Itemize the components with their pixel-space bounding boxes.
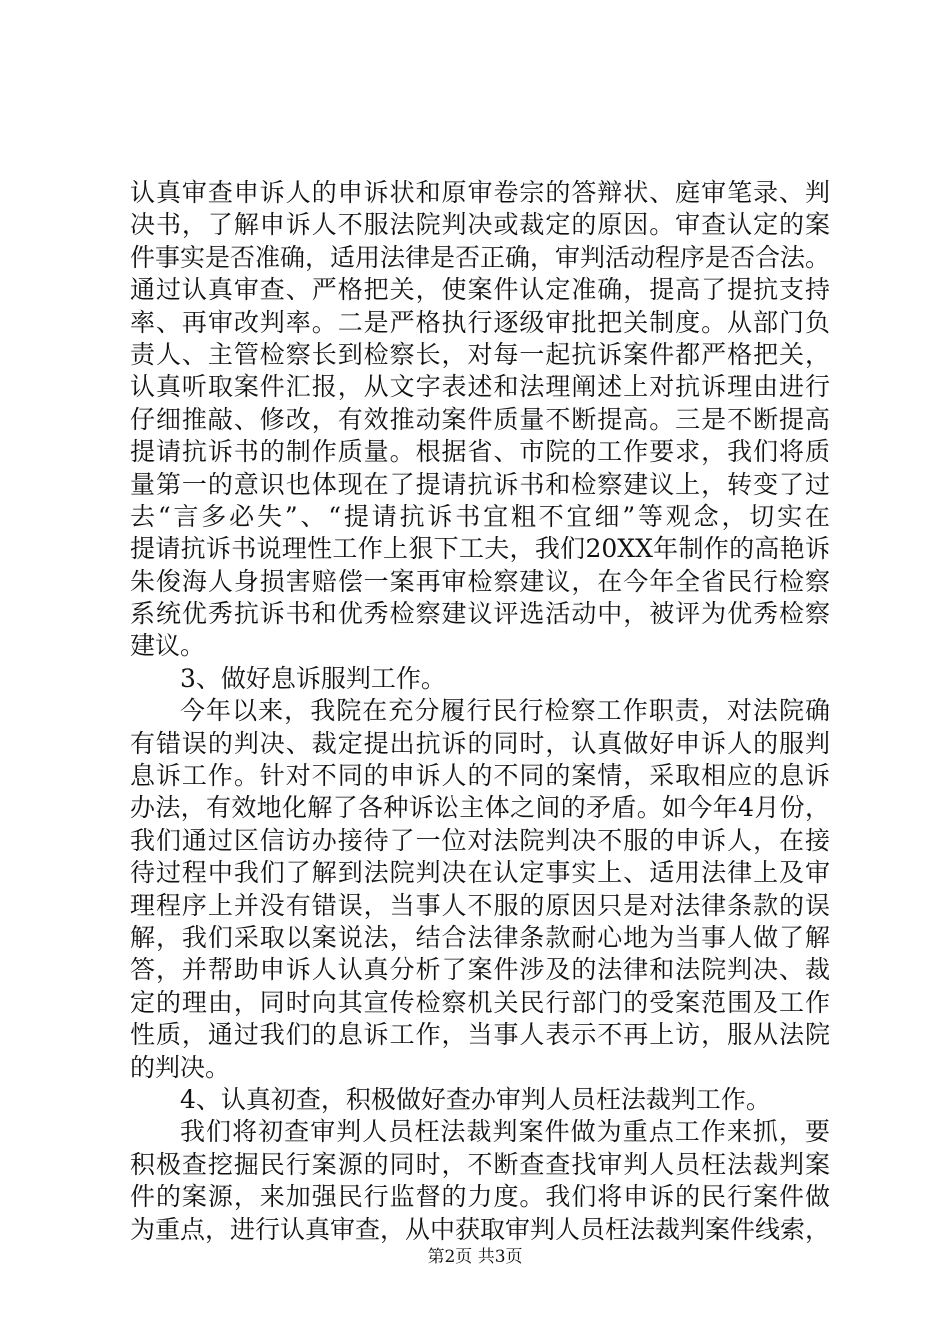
text-line: 决书，了解申诉人不服法院判决或裁定的原因。审查认定的案 <box>130 210 830 240</box>
text-line: 件事实是否准确，适用法律是否正确，审判活动程序是否合法。 <box>130 242 831 272</box>
text-line: 认真审查申诉人的申诉状和原审卷宗的答辩状、庭审笔录、判 <box>130 178 830 207</box>
text-line: 责人、主管检察长到检察长，对每一起抗诉案件都严格把关， <box>130 339 830 369</box>
page-footer: 第2页 共3页 <box>427 1247 523 1267</box>
text-line: 朱俊海人身损害赔偿一案再审检察建议，在今年全省民行检察 <box>130 566 830 596</box>
text-line: 认真听取案件汇报，从文字表述和法理阐述上对抗诉理由进行 <box>130 372 830 402</box>
text-line: 建议。 <box>130 631 206 661</box>
document-body <box>130 177 830 1246</box>
text-line: 性质，通过我们的息诉工作，当事人表示不再上访，服从法院 <box>130 1020 830 1050</box>
text-line: 去“言多必失”、“提请抗诉书宜粗不宜细”等观念，切实在 <box>130 501 830 531</box>
text-line: 息诉工作。针对不同的申诉人的不同的案情，采取相应的息诉 <box>130 761 830 791</box>
text-line: 待过程中我们了解到法院判决在认定事实上、适用法律上及审 <box>130 858 830 888</box>
text-line: 理程序上并没有错误，当事人不服的原因只是对法律条款的误 <box>130 890 830 920</box>
text-line: 我们通过区信访办接待了一位对法院判决不服的申诉人，在接 <box>130 825 830 855</box>
text-line: 积极查挖掘民行案源的同时，不断查查找审判人员枉法裁判案 <box>130 1149 830 1179</box>
text-line: 我们将初查审判人员枉法裁判案件做为重点工作来抓，要 <box>180 1117 830 1147</box>
text-line: 件的案源，来加强民行监督的力度。我们将申诉的民行案件做 <box>130 1182 830 1212</box>
text-line: 答，并帮助申诉人认真分析了案件涉及的法律和法院判决、裁 <box>130 955 830 985</box>
text-line: 系统优秀抗诉书和优秀检察建议评选活动中，被评为优秀检察 <box>130 599 830 629</box>
text-line: 有错误的判决、裁定提出抗诉的同时，认真做好申诉人的服判 <box>130 728 830 758</box>
text-line: 的判决。 <box>130 1052 231 1082</box>
text-line: 办法，有效地化解了各种诉讼主体之间的矛盾。如今年4月份， <box>130 793 830 823</box>
text-line: 提请抗诉书的制作质量。根据省、市院的工作要求，我们将质 <box>130 437 830 467</box>
text-line: 今年以来，我院在充分履行民行检察工作职责，对法院确 <box>180 696 830 726</box>
text-line: 量第一的意识也体现在了提请抗诉书和检察建议上，转变了过 <box>130 469 830 499</box>
text-line: 率、再审改判率。二是严格执行逐级审批把关制度。从部门负 <box>130 307 830 337</box>
text-line: 3、做好息诉服判工作。 <box>180 663 446 693</box>
text-line: 4、认真初查，积极做好查办审判人员枉法裁判工作。 <box>180 1084 771 1114</box>
text-line: 仔细推敲、修改，有效推动案件质量不断提高。三是不断提高 <box>130 404 830 434</box>
text-line: 为重点，进行认真审查，从中获取审判人员枉法裁判案件线索， <box>130 1214 831 1244</box>
text-line: 提请抗诉书说理性工作上狠下工夫，我们20XX年制作的高艳诉 <box>130 534 830 564</box>
text-line: 解，我们采取以案说法，结合法律条款耐心地为当事人做了解 <box>130 922 830 952</box>
text-line: 通过认真审查、严格把关，使案件认定准确，提高了提抗支持 <box>130 275 830 305</box>
text-line: 定的理由，同时向其宣传检察机关民行部门的受案范围及工作 <box>130 987 830 1017</box>
